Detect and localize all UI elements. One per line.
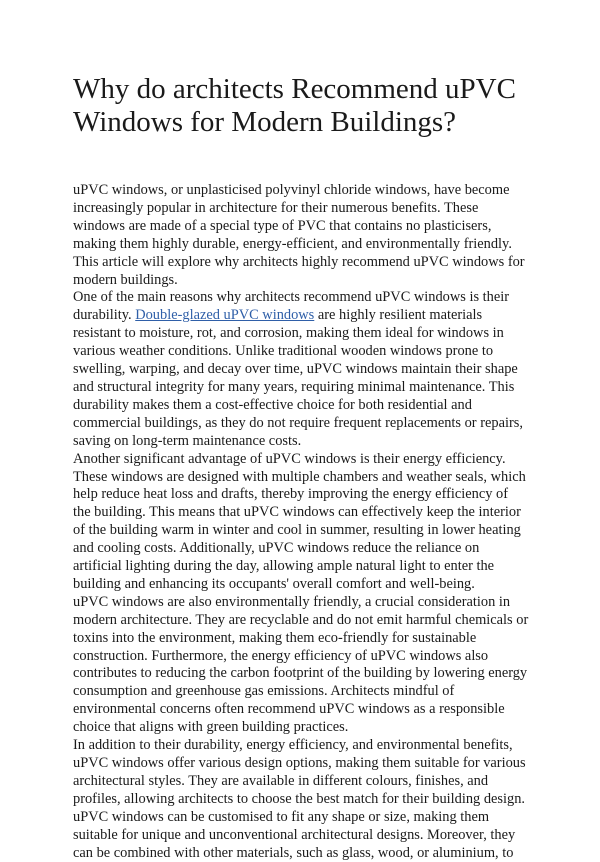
article-body [73,182,529,862]
paragraph-durability-rest: are highly resilient materials resistant to moisture, rot, and corrosion, making them ideal for windows in various weather conditions. Unlike traditional wooden windows prone to swelling, warping, and decay over time, uPVC windows maintain their shape and structural integrity for many years, requiring minimal maintenance. This durability makes them a cost-effective choice for both residential and commercial buildings, as they do not require frequent replacements or repairs, saving on long-term maintenance costs. [73,307,523,449]
paragraph-durability-lead: One of the main reasons why architects recommend uPVC windows is their durability. [73,289,510,324]
paragraph-environment: uPVC windows are also environmentally friendly, a crucial consideration in modern architecture. They are recyclable and do not emit harmful chemicals or toxins into the environment, making them eco-friendly for sustainable construction. Furthermore, the energy efficiency of uPVC windows also contributes to reducing the carbon footprint of the building by lowering energy consumption and greenhouse gas emissions. Architects mindful of environmental concerns often recommend uPVC windows as a responsible choice that aligns with green building practices. [73,593,529,736]
paragraph-intro: uPVC windows, or unplasticised polyvinyl chloride windows, have become increasingly popular in architecture for their numerous benefits. These windows are made of a special type of PVC that contains no plasticisers, making them highly durable, energy-efficient, and environmentally friendly. This article will explore why architects highly recommend uPVC windows for modern buildings. [73,182,525,288]
document-page [73,73,529,862]
double-glazed-windows-link[interactable]: Double-glazed uPVC windows [135,307,315,324]
paragraph-durability [73,289,529,450]
paragraph-design-options: In addition to their durability, energy efficiency, and environmental benefits, uPVC windows offer various design options, making them suitable for various architectural styles. They are available in different colours, finishes, and profiles, allowing architects to choose the best match for their building design. uPVC windows can be customised to fit any shape or size, making them suitable for unique and unconventional architectural designs. Moreover, they can be combined with other materials, such as glass, wood, or aluminium, to [73,737,526,861]
article-title: Why do architects Recommend uPVC Windows for Modern Buildings? [73,73,516,138]
paragraph-energy-efficiency: Another significant advantage of uPVC windows is their energy efficiency. These windows are designed with multiple chambers and weather seals, which help reduce heat loss and drafts, thereby improving the energy efficiency of the building. This means that uPVC windows can effectively keep the interior of the building warm in winter and cool in summer, resulting in lower heating and cooling costs. Additionally, uPVC windows reduce the reliance on artificial lighting during the day, allowing ample natural light to enter the building and enhancing its occupants' overall comfort and well-being. [73,450,526,592]
